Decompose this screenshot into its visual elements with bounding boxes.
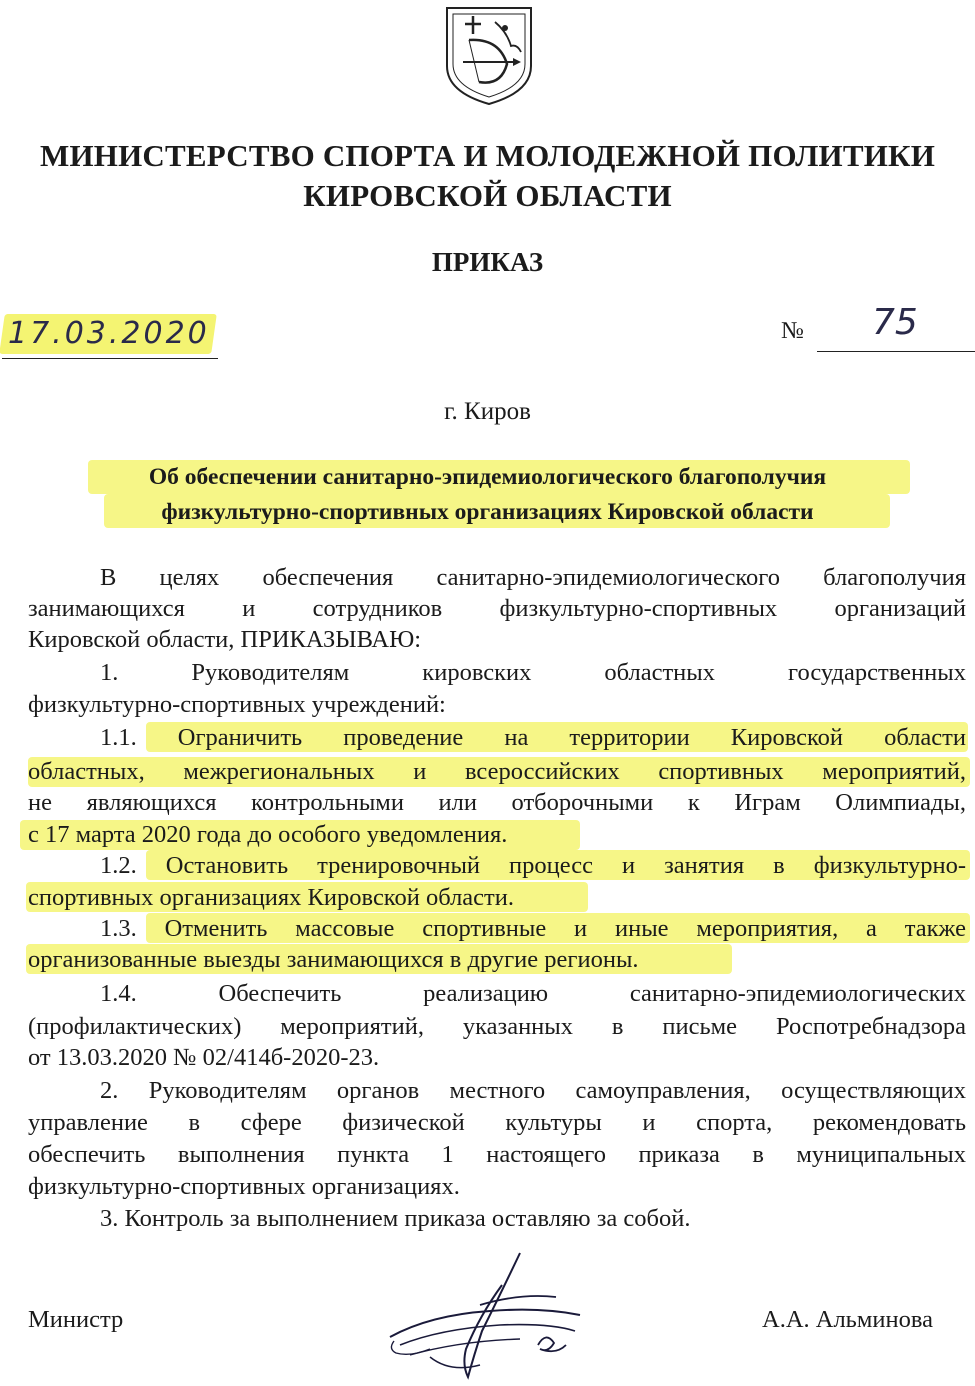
signatory-name: А.А. Альминова (762, 1306, 933, 1333)
number-underline (817, 351, 975, 352)
body-line: 3. Контроль за выполнением приказа оставляю за собой. (100, 1205, 691, 1232)
body-line: спортивных организациях Кировской области. (28, 884, 514, 911)
body-line: Кировской области, ПРИКАЗЫВАЮ: (28, 626, 422, 653)
body-line: 1.4. Обеспечить реализацию санитарно-эпидемиологических (100, 980, 966, 1007)
body-line: 1.2. Остановить тренировочный процесс и занятия в физкультурно- (100, 852, 966, 879)
ministry-name (0, 136, 975, 216)
ministry-name-line2: КИРОВСКОЙ ОБЛАСТИ (303, 178, 672, 213)
body-line: с 17 марта 2020 года до особого уведомления. (28, 821, 508, 848)
body-line: 2. Руководителям органов местного самоуправления, осуществляющих (100, 1077, 966, 1104)
coat-of-arms-icon (443, 4, 535, 106)
signature-icon (370, 1245, 600, 1385)
order-number: 75 (872, 302, 918, 343)
body-line: организованные выезды занимающихся в другие регионы. (28, 946, 639, 973)
number-sign: № (781, 318, 804, 344)
order-title-line2: физкультурно-спортивных организациях Кировской области (161, 499, 814, 525)
order-title (0, 460, 975, 530)
signatory-position: Министр (28, 1306, 124, 1333)
body-line: 1.3. Отменить массовые спортивные и иные мероприятия, а также (100, 915, 966, 942)
body-line: (профилактических) мероприятий, указанных в письме Роспотребнадзора (28, 1013, 966, 1040)
body-line: занимающихся и сотрудников физкультурно-спортивных организаций (28, 595, 966, 622)
body-line: от 13.03.2020 № 02/414б-2020-23. (28, 1044, 380, 1071)
ministry-name-line1: МИНИСТЕРСТВО СПОРТА И МОЛОДЕЖНОЙ ПОЛИТИКИ (39, 138, 936, 173)
body-line: не являющихся контрольными или отборочными к Играм Олимпиады, (28, 789, 966, 816)
body-line: физкультурно-спортивных организациях. (28, 1173, 460, 1200)
body-line: физкультурно-спортивных учреждений: (28, 691, 446, 718)
body-line: 1. Руководителям кировских областных государственных (100, 659, 966, 686)
order-title-line1: Об обеспечении санитарно-эпидемиологического благополучия (148, 464, 827, 490)
body-line: В целях обеспечения санитарно-эпидемиологического благополучия (100, 564, 966, 591)
order-date-field (2, 314, 218, 359)
order-date: 17.03.2020 (8, 316, 210, 351)
city: г. Киров (444, 398, 531, 425)
body-line: областных, межрегиональных и всероссийских спортивных мероприятий, (28, 758, 966, 785)
body-line: обеспечить выполнения пункта 1 настоящего приказа в муниципальных (28, 1141, 966, 1168)
body-line: управление в сфере физической культуры и спорта, рекомендовать (28, 1109, 966, 1136)
body-line: 1.1. Ограничить проведение на территории Кировской области (100, 724, 966, 751)
document-type: ПРИКАЗ (431, 247, 544, 277)
